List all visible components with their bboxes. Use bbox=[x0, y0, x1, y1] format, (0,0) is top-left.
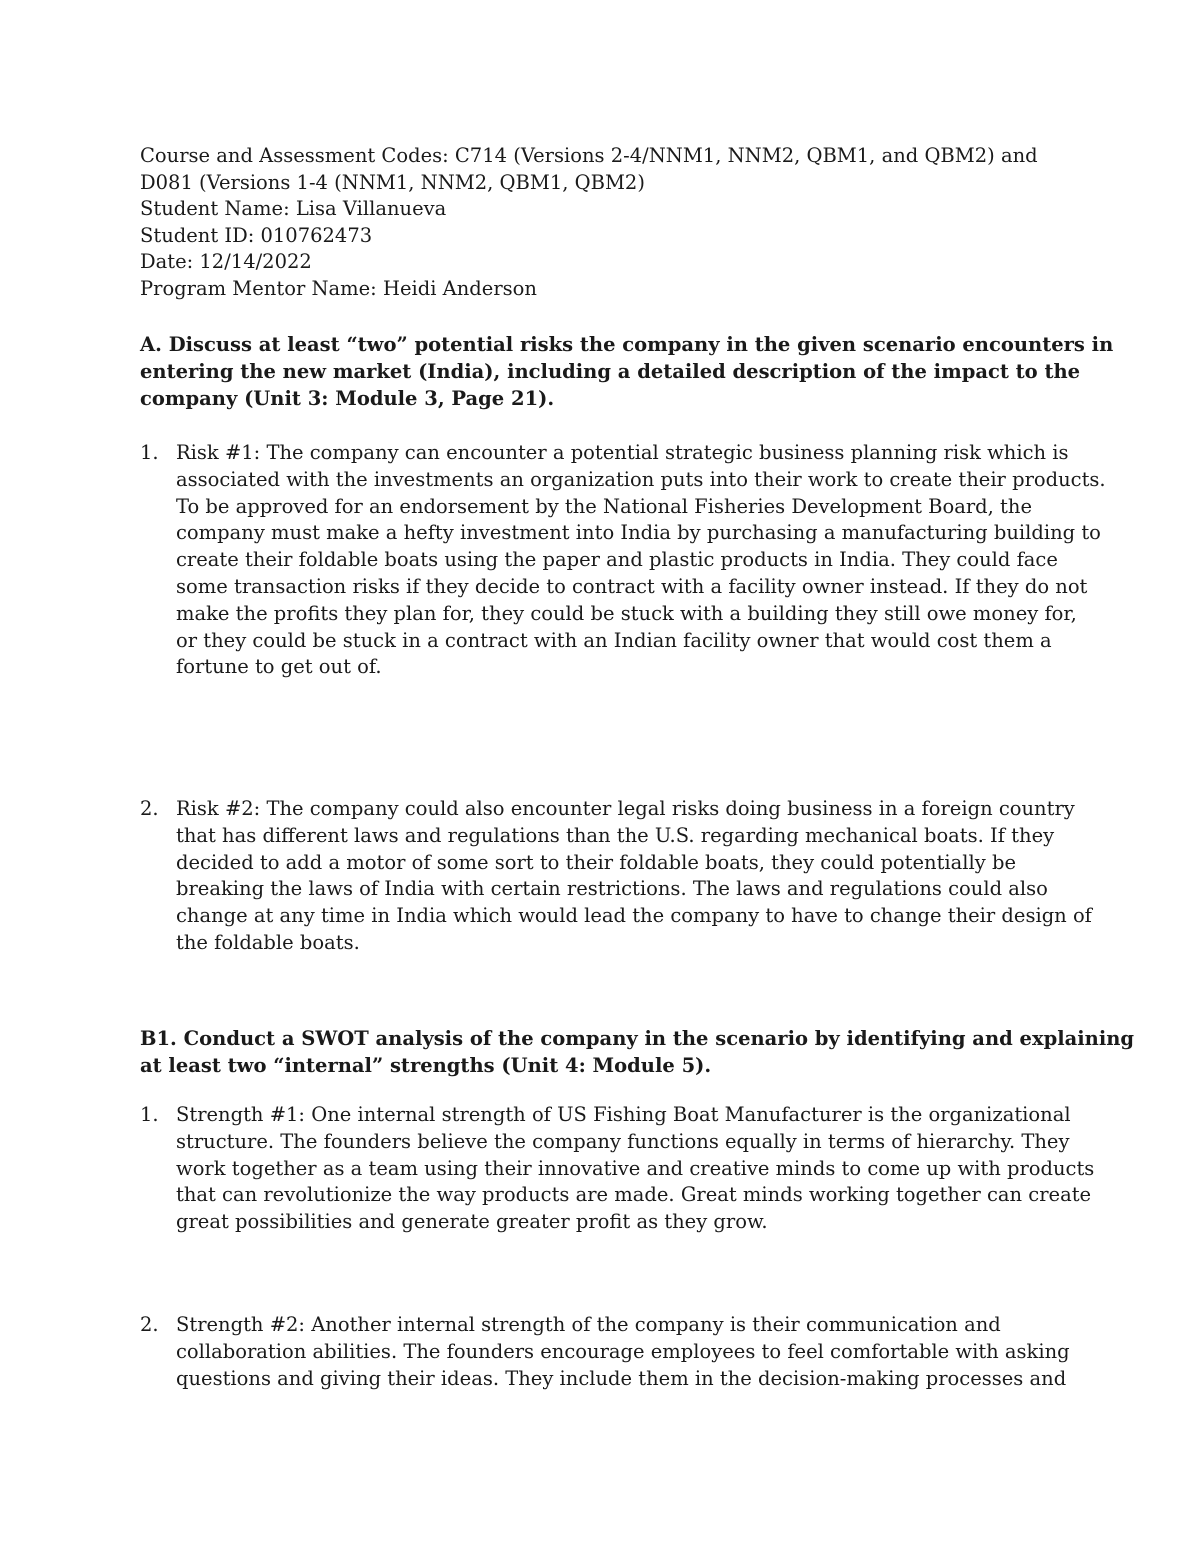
course-codes-line-1: Course and Assessment Codes: C714 (Versions 2-4/NNM1, NNM2, QBM1, and QBM2) and bbox=[140, 144, 1038, 167]
student-name: Student Name: Lisa Villanueva bbox=[140, 197, 447, 220]
list-item-text: Strength #2: Another internal strength of the company is their communication and collaboration abilities. The founders encourage employees to feel comfortable with asking questions and giving their ideas. They include them in the decision-making processes and bbox=[176, 1313, 1070, 1390]
list-item-text: Risk #1: The company can encounter a potential strategic business planning risk which is associated with the investments an organization puts into their work to create their products. To be approved for an endorsement by the National Fisheries Development Board, the company must make a hefty investment into India by purchasing a manufacturing building to create their foldable boats using the paper and plastic products in India. They could face some transaction risks if they decide to contract with a facility owner instead. If they do not make the profits they plan for, they could be stuck with a building they still owe money for, or they could be stuck in a contract with an Indian facility owner that would cost them a fortune to get out of. bbox=[176, 441, 1106, 679]
student-id: Student ID: 010762473 bbox=[140, 223, 373, 247]
list-number: 2. bbox=[140, 797, 159, 820]
course-codes-line-2: D081 (Versions 1-4 (NNM1, NNM2, QBM1, QBM2) bbox=[140, 170, 645, 194]
section-b1-heading: B1. Conduct a SWOT analysis of the company in the scenario by identifying and explaining at least two “internal” strengths (Unit 4: Module 5). bbox=[140, 1027, 1135, 1077]
list-item-strength-1 bbox=[140, 1102, 1095, 1236]
list-number: 1. bbox=[140, 441, 159, 464]
list-item-text: Strength #1: One internal strength of US Fishing Boat Manufacturer is the organizational structure. The founders believe the company functions equally in terms of hierarchy. They work together as a team using their innovative and creative minds to come up with products that can revolutionize the way products are made. Great minds working together can create great possibilities and generate greater profit as they grow. bbox=[176, 1103, 1095, 1234]
list-number: 1. bbox=[140, 1103, 159, 1126]
list-item-risk-1 bbox=[140, 440, 1106, 681]
list-number: 2. bbox=[140, 1313, 159, 1336]
list-item-risk-2 bbox=[140, 796, 1092, 957]
header-info bbox=[140, 143, 1065, 302]
section-a-heading: A. Discuss at least “two” potential risks the company in the given scenario encounters in entering the new market (India), including a detailed description of the impact to the company (Unit 3: Module 3, Page 21). bbox=[140, 333, 1114, 410]
date: Date: 12/14/2022 bbox=[140, 250, 312, 273]
list-item-strength-2 bbox=[140, 1312, 1070, 1392]
program-mentor: Program Mentor Name: Heidi Anderson bbox=[140, 276, 537, 300]
list-item-text: Risk #2: The company could also encounter legal risks doing business in a foreign country that has different laws and regulations than the U.S. regarding mechanical boats. If they decided to add a motor of some sort to their foldable boats, they could potentially be breaking the laws of India with certain restrictions. The laws and regulations could also change at any time in India which would lead the company to have to change their design of the foldable boats. bbox=[176, 797, 1092, 954]
